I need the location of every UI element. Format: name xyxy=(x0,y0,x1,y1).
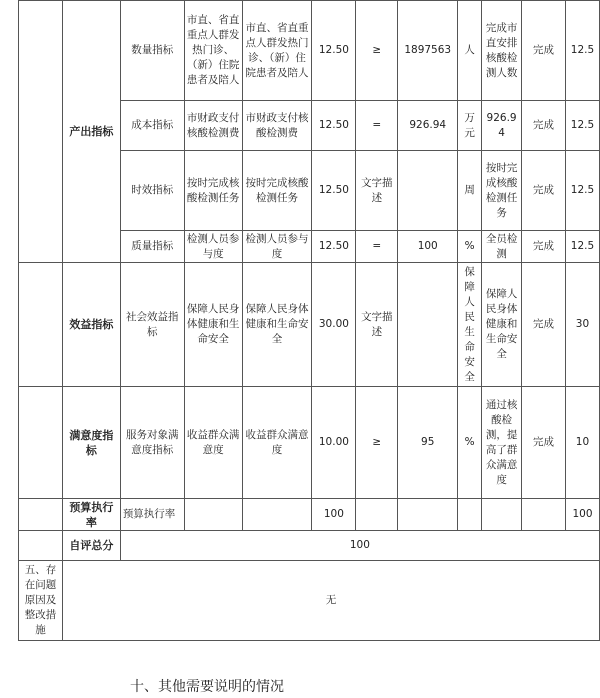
actual: 按时完成核酸检测任务 xyxy=(482,151,522,231)
indicator-name: 数量指标 xyxy=(120,1,184,101)
weight: 30.00 xyxy=(312,263,356,387)
score: 30 xyxy=(565,263,599,387)
indicator-content: 检测人员参与度 xyxy=(242,231,312,263)
blank-cell xyxy=(356,499,398,531)
indicator-content: 市直、省直重点人群发热门诊、（新）住院患者及陪人 xyxy=(242,1,312,101)
unit: % xyxy=(458,231,482,263)
value: 926.94 xyxy=(398,101,458,151)
section-heading: 十、其他需要说明的情况 xyxy=(130,679,284,695)
annual-target: 市直、省直重点人群发热门诊、（新）住院患者及陪人 xyxy=(184,1,242,101)
blank-cell xyxy=(19,263,63,387)
weight: 12.50 xyxy=(312,1,356,101)
actual: 完成市直安排核酸检测人数 xyxy=(482,1,522,101)
value xyxy=(398,151,458,231)
blank-cell xyxy=(458,499,482,531)
indicator-content: 保障人民身体健康和生命安全 xyxy=(242,263,312,387)
table-row-issues xyxy=(19,561,600,641)
indicator-content: 市财政支付核酸检测费 xyxy=(242,101,312,151)
group-label-satisfaction: 满意度指标 xyxy=(62,387,120,499)
weight: 12.50 xyxy=(312,151,356,231)
unit: % xyxy=(458,387,482,499)
status: 完成 xyxy=(522,387,566,499)
score: 12.5 xyxy=(565,231,599,263)
group-label-benefit: 效益指标 xyxy=(62,263,120,387)
score: 10 xyxy=(565,387,599,499)
blank-cell xyxy=(184,499,242,531)
self-eval-label: 自评总分 xyxy=(62,531,120,561)
indicator-name: 服务对象满意度指标 xyxy=(120,387,184,499)
blank-cell xyxy=(19,1,63,263)
unit: 保障人民生命安全 xyxy=(458,263,482,387)
indicator-content: 收益群众满意度 xyxy=(242,387,312,499)
actual: 全员检测 xyxy=(482,231,522,263)
blank-cell xyxy=(19,531,63,561)
value: 1897563 xyxy=(398,1,458,101)
actual: 926.94 xyxy=(482,101,522,151)
indicator-content: 按时完成核酸检测任务 xyxy=(242,151,312,231)
annual-target: 市财政支付核酸检测费 xyxy=(184,101,242,151)
weight: 12.50 xyxy=(312,101,356,151)
indicator-name: 质量指标 xyxy=(120,231,184,263)
table-row-quantity xyxy=(19,1,600,101)
actual: 通过核酸检测，提高了群众满意度 xyxy=(482,387,522,499)
weight: 12.50 xyxy=(312,231,356,263)
blank-cell xyxy=(242,499,312,531)
group-label-output: 产出指标 xyxy=(62,1,120,263)
unit: 万元 xyxy=(458,101,482,151)
table-row-self-eval xyxy=(19,531,600,561)
actual: 保障人民身体健康和生命安全 xyxy=(482,263,522,387)
issues-text: 无 xyxy=(62,561,599,641)
indicator-name: 时效指标 xyxy=(120,151,184,231)
value: 95 xyxy=(398,387,458,499)
operator: ≥ xyxy=(356,387,398,499)
blank-cell xyxy=(398,499,458,531)
blank-cell xyxy=(482,499,522,531)
score: 100 xyxy=(565,499,599,531)
status: 完成 xyxy=(522,101,566,151)
annual-target: 检测人员参与度 xyxy=(184,231,242,263)
score: 12.5 xyxy=(565,101,599,151)
self-eval-score: 100 xyxy=(120,531,599,561)
status: 完成 xyxy=(522,263,566,387)
issues-label: 五、存在问题原因及整改措施 xyxy=(19,561,63,641)
indicator-name: 预算执行率 xyxy=(120,499,184,531)
annual-target: 保障人民身体健康和生命安全 xyxy=(184,263,242,387)
score: 12.5 xyxy=(565,1,599,101)
operator: 文字描述 xyxy=(356,151,398,231)
value xyxy=(398,263,458,387)
annual-target: 按时完成核酸检测任务 xyxy=(184,151,242,231)
group-label-budget: 预算执行率 xyxy=(62,499,120,531)
operator: = xyxy=(356,101,398,151)
status: 完成 xyxy=(522,151,566,231)
operator: = xyxy=(356,231,398,263)
annual-target: 收益群众满意度 xyxy=(184,387,242,499)
indicator-name: 社会效益指标 xyxy=(120,263,184,387)
table-row-satisfaction xyxy=(19,387,600,499)
table-row-budget xyxy=(19,499,600,531)
weight: 10.00 xyxy=(312,387,356,499)
blank-cell xyxy=(19,499,63,531)
blank-cell xyxy=(522,499,566,531)
unit: 人 xyxy=(458,1,482,101)
blank-cell xyxy=(19,387,63,499)
table-row-social xyxy=(19,263,600,387)
status: 完成 xyxy=(522,231,566,263)
operator: ≥ xyxy=(356,1,398,101)
score: 12.5 xyxy=(565,151,599,231)
value: 100 xyxy=(398,231,458,263)
weight: 100 xyxy=(312,499,356,531)
status: 完成 xyxy=(522,1,566,101)
performance-table xyxy=(18,0,600,641)
unit: 周 xyxy=(458,151,482,231)
operator: 文字描述 xyxy=(356,263,398,387)
indicator-name: 成本指标 xyxy=(120,101,184,151)
